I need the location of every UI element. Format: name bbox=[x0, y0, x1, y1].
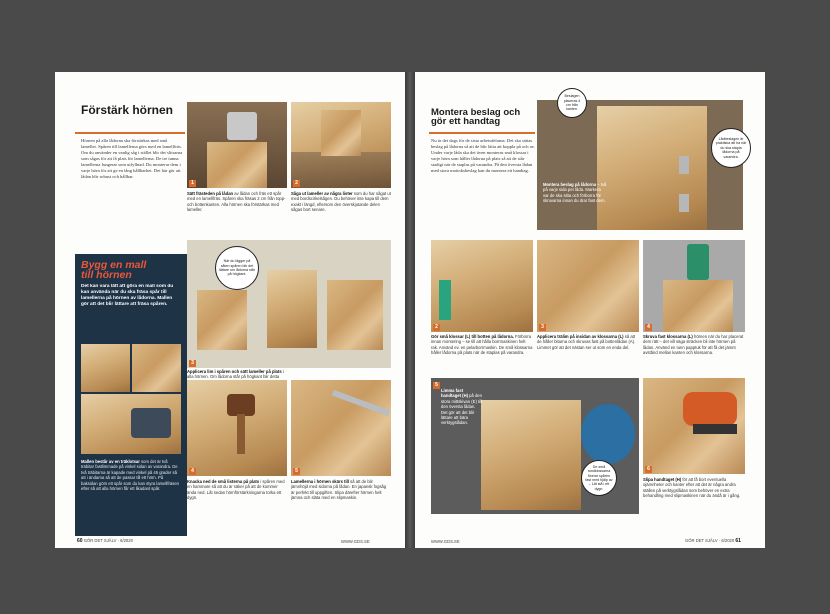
heading-rule bbox=[75, 132, 185, 134]
box-photo-1 bbox=[81, 344, 130, 392]
step4-photo bbox=[187, 380, 287, 476]
step-badge-1: 1 bbox=[189, 180, 196, 187]
step1-caption-right: Montera beslag på lådorna – två på varje sida per låda. Markera var de ska sitta och förborra för skruvarna innan du drar fast dem. bbox=[543, 182, 607, 204]
step5-caption: Lamellerna i hörnen skärs till så att de blir jämnhöjd med sidorna på lådan. En japansk fogsåg är perfekt till uppgiften. Slipa därefter hörnen helt jämna och släta med en slipmaskin. bbox=[291, 479, 387, 501]
step3-caption-right: Applicera trälim på insidan av klossarna (L) så att de håller bitarna och skruvas fast på bottenlådan (A). Limmet gör att det nästan ser ut som en enda del. bbox=[537, 334, 636, 350]
step4-caption-right: Skruva fast klossarna (L) hörnen när du har placerat dem rätt – det vill säga sträcken bli inte hörnen på lådan. Använd en tunn papptuk för att få det jämnt avstånd mellan kanten och klossarna. bbox=[643, 334, 744, 356]
step-badge-r3: 3 bbox=[539, 324, 546, 331]
step3-photo-right bbox=[537, 240, 639, 332]
box-intro: Det kan vara lätt att göra en mall som du kan använda när du ska fräsa spår till lamellerna på hörnen av lådorna. Mallen gör att det blir lättare att fräsa spåren. bbox=[81, 284, 174, 307]
step-badge-4: 4 bbox=[189, 468, 196, 475]
step-badge-3: 3 bbox=[189, 360, 196, 367]
step2-caption-right: Gör små klossar (L) till botten på lådorna. Förborra innan montering – se till att hålla borrmaskinen helt rak. Använd ev. en pelarborrmaskin. De små klossarna håller lådorna på plats när de staplas på varandra. bbox=[431, 334, 533, 356]
step-badge-r5: 5 bbox=[433, 382, 440, 389]
callout-right: Lådbeslagen är praktiska att ha när du ska stapla lådorna på varandra. bbox=[711, 128, 751, 168]
box-title: Bygg en mall till hörnen bbox=[81, 259, 147, 281]
left-page bbox=[55, 72, 405, 548]
box-photo-2 bbox=[132, 344, 181, 392]
step6-photo-right bbox=[643, 378, 745, 474]
step-badge-2: 2 bbox=[293, 180, 300, 187]
right-folio: GÖR DET SJÄLV · 6/2020 61 bbox=[685, 538, 741, 544]
right-heading: Montera beslag och gör ett handtag bbox=[431, 107, 521, 128]
step-badge-5: 5 bbox=[293, 468, 300, 475]
step4-photo-right bbox=[643, 240, 745, 332]
magazine-spine bbox=[405, 72, 415, 548]
right-intro: Nu är det dags för de sista arbetsdelarna. Det ska sättas beslag på lådorna så att de blir lätta att koppla på och av. Under varje låda ska det även monteras små klossar i varje hörn som håller lådorna på plats så att de står stadigt när de staplas på varandra. På den översta lådan med stora mottoksbeslag kan du montera ett handtag. bbox=[431, 138, 535, 173]
step2-caption: Såga ut lameller av några lister som du har sågat ut med bordscirkelsågen. Du behöver inte kapa till dem exakt i längd, eftersom den överskjutande delen sågas bort senare. bbox=[291, 191, 391, 213]
callout-top: Beslagen placeras 4 cm från kanten. bbox=[557, 88, 587, 118]
box-photo-3 bbox=[81, 394, 181, 454]
left-folio-url: WWW.GDS.SE bbox=[341, 539, 370, 544]
step1-photo bbox=[187, 102, 287, 188]
left-folio: 60 GÖR DET SJÄLV · 6/2020 bbox=[77, 538, 133, 544]
right-page bbox=[415, 72, 765, 548]
step2-photo-right bbox=[431, 240, 533, 332]
step5-photo bbox=[291, 380, 391, 476]
left-heading: Förstärk hörnen bbox=[81, 103, 174, 117]
step5-caption-right: Limma fast handtaget (H) på den stora mittskivan (E) till den översta lådan. Det gör att det blir lättare att bära verktygslådan. bbox=[441, 388, 482, 426]
step-badge-r6: 6 bbox=[645, 466, 652, 473]
step1-caption: Sätt frästeden på lådan av lådan och fräs ett spår med en lamellfräs. Spåren ska fräsas 2 cm från topp- och bottenkanten. Alla hörnen ska förstärkas med lameller. bbox=[187, 191, 286, 213]
template-sidebar-box bbox=[75, 254, 187, 536]
step5-bubble-right: De små rundklossarna fixerar spåren fast med hjälp av – Lät stå i ett dygn. bbox=[581, 460, 617, 496]
heading-rule-right bbox=[429, 132, 535, 134]
box-caption: Mallen består av en träklotsar som det är två träbitar fastlimmade på vinkel sidan av varandra. De två träbitarna är kapade med vinkel på 45 grader så att i ändarna så att de passar till ett hörn. På baksidan görs ett spår som du kan styra lamellfräsen efter så att alla hörnen får ett likadant spår. bbox=[81, 459, 179, 492]
left-intro: Hörnen på alla lådorna ska förstärkas med små lameller. Spåren till lamellerna görs med en lamellfräs. Om du använder en vanlig såg i stället blir det slitsarna som sågas för att få plats för lamellerna. De tre tunna lamellerna fungerar som utfyllnad. Du monterar dem i varje hörn för att ge en lång hållbarhet. Det här gör att lådan blir robust och hållbar. bbox=[81, 138, 183, 179]
step2-photo bbox=[291, 102, 391, 188]
right-folio-url: WWW.GDS.SE bbox=[431, 539, 460, 544]
step-badge-r2: 2 bbox=[433, 324, 440, 331]
step3-caption: Applicera lim i spåren och sätt lameller på plats i alla hörnen. Om lådorna står på högkant blir detta bbox=[187, 369, 284, 380]
step4-caption: Knacka ned de små listerna på plats i spåren med en hammare så att du är säker på att de kommer ända ned. Låt sedan hörnförstärkningarna torka ett dygn. bbox=[187, 479, 285, 501]
step6-caption-right: Slipa handtaget (H) för att få bort eventuella ojämnheter och kanter efter att det är några andra ställen på verktygslådan som behöver en extra behandling med slipmaskinen när du ändå är i gång. bbox=[643, 477, 741, 499]
step3-bubble: När du lägger på såten spåren blir det lättare om lådorna står på högkant. bbox=[215, 246, 259, 290]
step-badge-r4: 4 bbox=[645, 324, 652, 331]
